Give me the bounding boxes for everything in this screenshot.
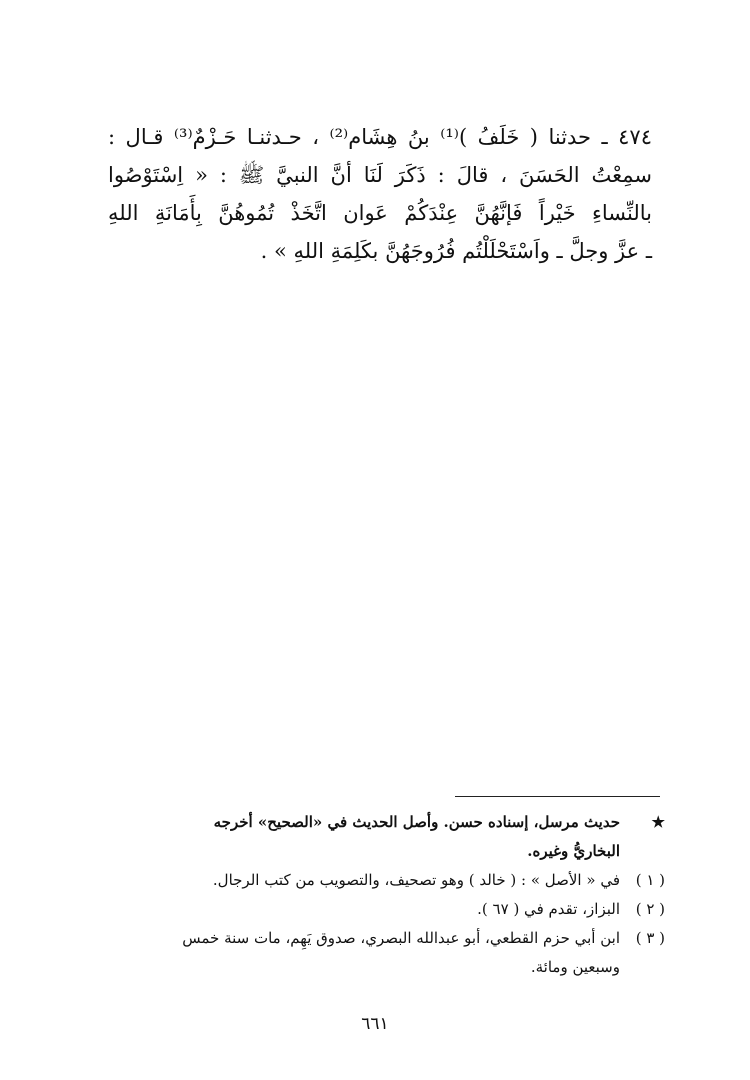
hadith-line: ـ عزَّ وجلَّ ـ واَسْتَحْلَلْتُم فُرُوجَهُنَّ بكَلِمَةِ اللهِ » . (260, 239, 652, 263)
hadith-line: بالنِّساءِ خَيْراً فَإنَّهُنَّ عِنْدَكُمْ عَوان اتَّخَذْ تُمُوهُنَّ بِأَمَانَةِ اللهِ (108, 201, 652, 225)
footnote-body (95, 895, 620, 924)
star-icon: ★ (651, 813, 665, 831)
footnote-line: البزاز، تقدم في ( ٦٧ ). (477, 900, 620, 918)
footnote-body (95, 808, 620, 866)
footnote-2 (95, 895, 665, 924)
footnote-line: وسبعين ومائة. (530, 958, 620, 976)
footnote-3 (95, 924, 665, 982)
footnote-line: ابن أبي حزم القطعي، أبو عبدالله البصري، صدوق يَهِم، مات سنة خمس (182, 929, 620, 947)
footnote-star (95, 808, 665, 866)
footnote-line: في « الأصل » : ( خالد ) وهو تصحيف، والتصويب من كتب الرجال. (212, 871, 620, 889)
hadith-text (108, 118, 652, 270)
footnote-divider (455, 796, 660, 797)
page-number: ٦٦١ (361, 1014, 389, 1034)
footnote-body (95, 866, 620, 895)
hadith-line: ٤٧٤ ـ حدثنا ( خَلَفُ )⁽¹⁾ بنُ هِشَام⁽²⁾ ، حـدثنـا حَـزْمٌ⁽³⁾ قـال : (108, 125, 652, 149)
footnote-marker: ( ٢ ) (635, 900, 665, 918)
footnotes (95, 808, 665, 982)
footnote-1 (95, 866, 665, 895)
hadith-line: سمِعْتُ الحَسَنَ ، قالَ : ذَكَرَ لَنَا أنَّ النبيَّ ﷺ : « اِسْتَوْصُوا (108, 163, 652, 187)
footnote-marker: ( ١ ) (635, 871, 665, 889)
footnote-marker: ( ٣ ) (635, 929, 665, 947)
footnote-body (95, 924, 620, 982)
footnote-line: البخاريُّ وغيره. (527, 842, 620, 860)
footnote-line: حديث مرسل، إسناده حسن. وأصل الحديث في «الصحيح» أخرجه (213, 813, 620, 831)
